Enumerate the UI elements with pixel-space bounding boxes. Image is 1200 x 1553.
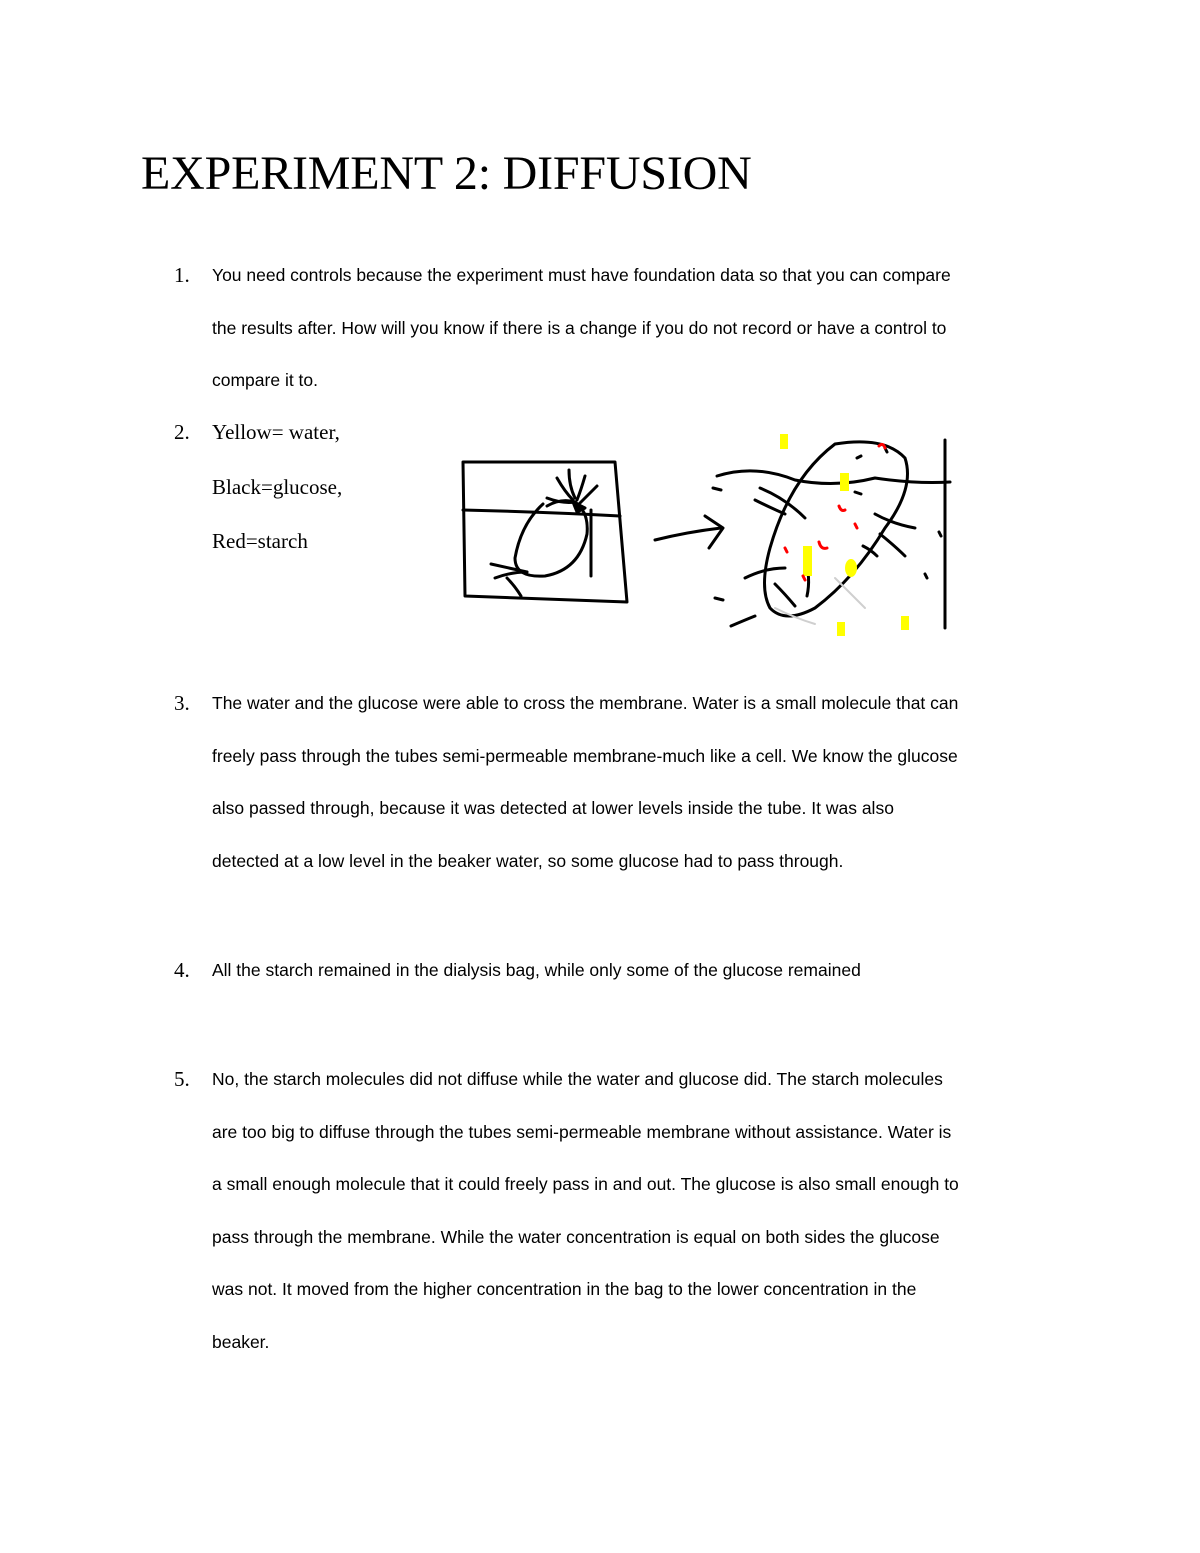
- document-title: EXPERIMENT 2: DIFFUSION: [141, 147, 752, 200]
- text-line: The water and the glucose were able to cross the membrane. Water is a small molecule that can: [212, 693, 959, 713]
- text-line: beaker.: [212, 1331, 270, 1352]
- list-number: 3.: [174, 691, 190, 715]
- dialysis-bag-sketch: [713, 440, 950, 628]
- list-text: [212, 690, 1072, 900]
- text-line: was not. It moved from the higher concentration in the bag to the lower concentration in the: [212, 1279, 917, 1299]
- water-molecules: [780, 434, 909, 636]
- text-line: You need controls because the experiment must have foundation data so that you can compare: [212, 265, 951, 285]
- text-line: All the starch remained in the dialysis bag, while only some of the glucose remained: [212, 960, 861, 980]
- legend-starch: Red=starch: [212, 529, 308, 553]
- text-line: No, the starch molecules did not diffuse while the water and glucose did. The starch molecules: [212, 1069, 943, 1089]
- text-line: freely pass through the tubes semi-permeable membrane-much like a cell. We know the glucose: [212, 745, 958, 766]
- legend-water: Yellow= water,: [212, 420, 340, 444]
- list-number: 1.: [174, 263, 190, 287]
- text-line: detected at a low level in the beaker water, so some glucose had to pass through.: [212, 850, 844, 871]
- text-line: a small enough molecule that it could freely pass in and out. The glucose is also small enough to: [212, 1174, 959, 1194]
- text-line: pass through the membrane. While the water concentration is equal on both sides the glucose: [212, 1226, 940, 1247]
- list-text: [212, 1066, 1072, 1381]
- text-line: the results after. How will you know if there is a change if you do not record or have a control to: [212, 317, 947, 338]
- text-line: compare it to.: [212, 370, 319, 390]
- arrow-icon: [655, 516, 723, 548]
- list-number: 2.: [174, 420, 190, 444]
- list-number: 5.: [174, 1067, 190, 1091]
- text-line: are too big to diffuse through the tubes semi-permeable membrane without assistance. Water is: [212, 1121, 952, 1142]
- list-text: [212, 262, 1072, 420]
- list-text: [212, 957, 1072, 1010]
- list-number: 4.: [174, 958, 190, 982]
- color-legend: [212, 419, 452, 583]
- diffusion-drawing: [455, 428, 975, 643]
- beaker-sketch: [463, 462, 627, 602]
- text-line: also passed through, because it was detected at lower levels inside the tube. It was also: [212, 798, 894, 818]
- legend-glucose: Black=glucose,: [212, 474, 343, 499]
